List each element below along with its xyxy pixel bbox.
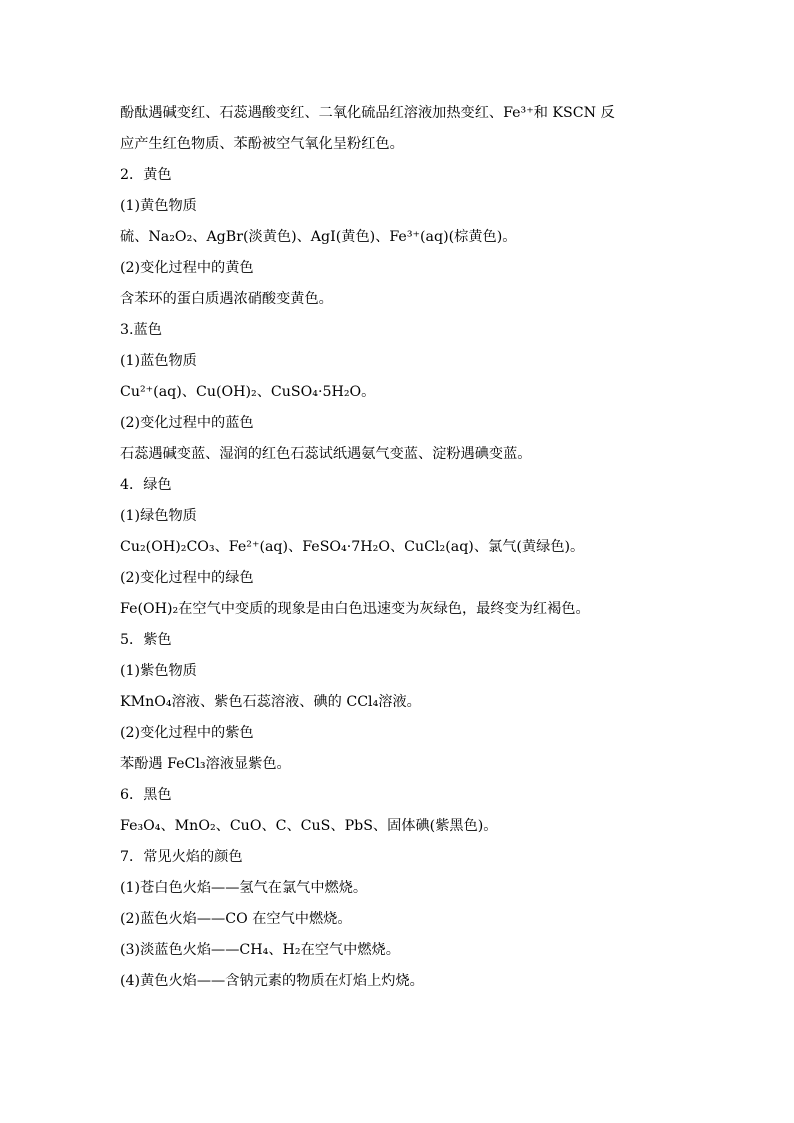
- text-line: 应产生红色物质、苯酚被空气氧化呈粉红色。: [120, 136, 404, 152]
- text-line: 石蕊遇碱变蓝、湿润的红色石蕊试纸遇氨气变蓝、淀粉遇碘变蓝。: [120, 446, 532, 462]
- subheading: (1)蓝色物质: [120, 353, 197, 369]
- text-line: (3)淡蓝色火焰——CH₄、H₂在空气中燃烧。: [120, 942, 400, 958]
- text-line: Cu₂(OH)₂CO₃、Fe²⁺(aq)、FeSO₄·7H₂O、CuCl₂(aq)、氯气(黄绿色)。: [120, 539, 585, 555]
- document-body: [120, 98, 680, 997]
- text-line: KMnO₄溶液、紫色石蕊溶液、碘的 CCl₄溶液。: [120, 694, 421, 710]
- text-line: (2)蓝色火焰——CO 在空气中燃烧。: [120, 911, 352, 927]
- text-line: Cu²⁺(aq)、Cu(OH)₂、CuSO₄·5H₂O。: [120, 384, 376, 400]
- text-line: Fe(OH)₂在空气中变质的现象是由白色迅速变为灰绿色，最终变为红褐色。: [120, 601, 590, 617]
- section-heading-flame: 7．常见火焰的颜色: [120, 849, 243, 865]
- section-heading-black: 6．黑色: [120, 787, 172, 803]
- text-line: Fe₃O₄、MnO₂、CuO、C、CuS、PbS、固体碘(紫黑色)。: [120, 818, 498, 834]
- text-line: 含苯环的蛋白质遇浓硝酸变黄色。: [120, 291, 333, 307]
- text-line: (1)苍白色火焰——氢气在氯气中燃烧。: [120, 880, 368, 896]
- subheading: (1)紫色物质: [120, 663, 197, 679]
- section-heading-yellow: 2．黄色: [120, 167, 172, 183]
- subheading: (2)变化过程中的蓝色: [120, 415, 254, 431]
- section-heading-blue: 3.蓝色: [120, 322, 162, 338]
- subheading: (2)变化过程中的黄色: [120, 260, 254, 276]
- section-heading-green: 4．绿色: [120, 477, 172, 493]
- section-heading-purple: 5．紫色: [120, 632, 172, 648]
- text-line: 硫、Na₂O₂、AgBr(淡黄色)、AgI(黄色)、Fe³⁺(aq)(棕黄色)。: [120, 229, 517, 245]
- text-line: 酚酞遇碱变红、石蕊遇酸变红、二氧化硫品红溶液加热变红、Fe³⁺和 KSCN 反: [120, 105, 615, 121]
- text-line: (4)黄色火焰——含钠元素的物质在灯焰上灼烧。: [120, 973, 424, 989]
- subheading: (1)绿色物质: [120, 508, 197, 524]
- subheading: (2)变化过程中的绿色: [120, 570, 254, 586]
- subheading: (2)变化过程中的紫色: [120, 725, 254, 741]
- text-line: 苯酚遇 FeCl₃溶液显紫色。: [120, 756, 291, 772]
- subheading: (1)黄色物质: [120, 198, 197, 214]
